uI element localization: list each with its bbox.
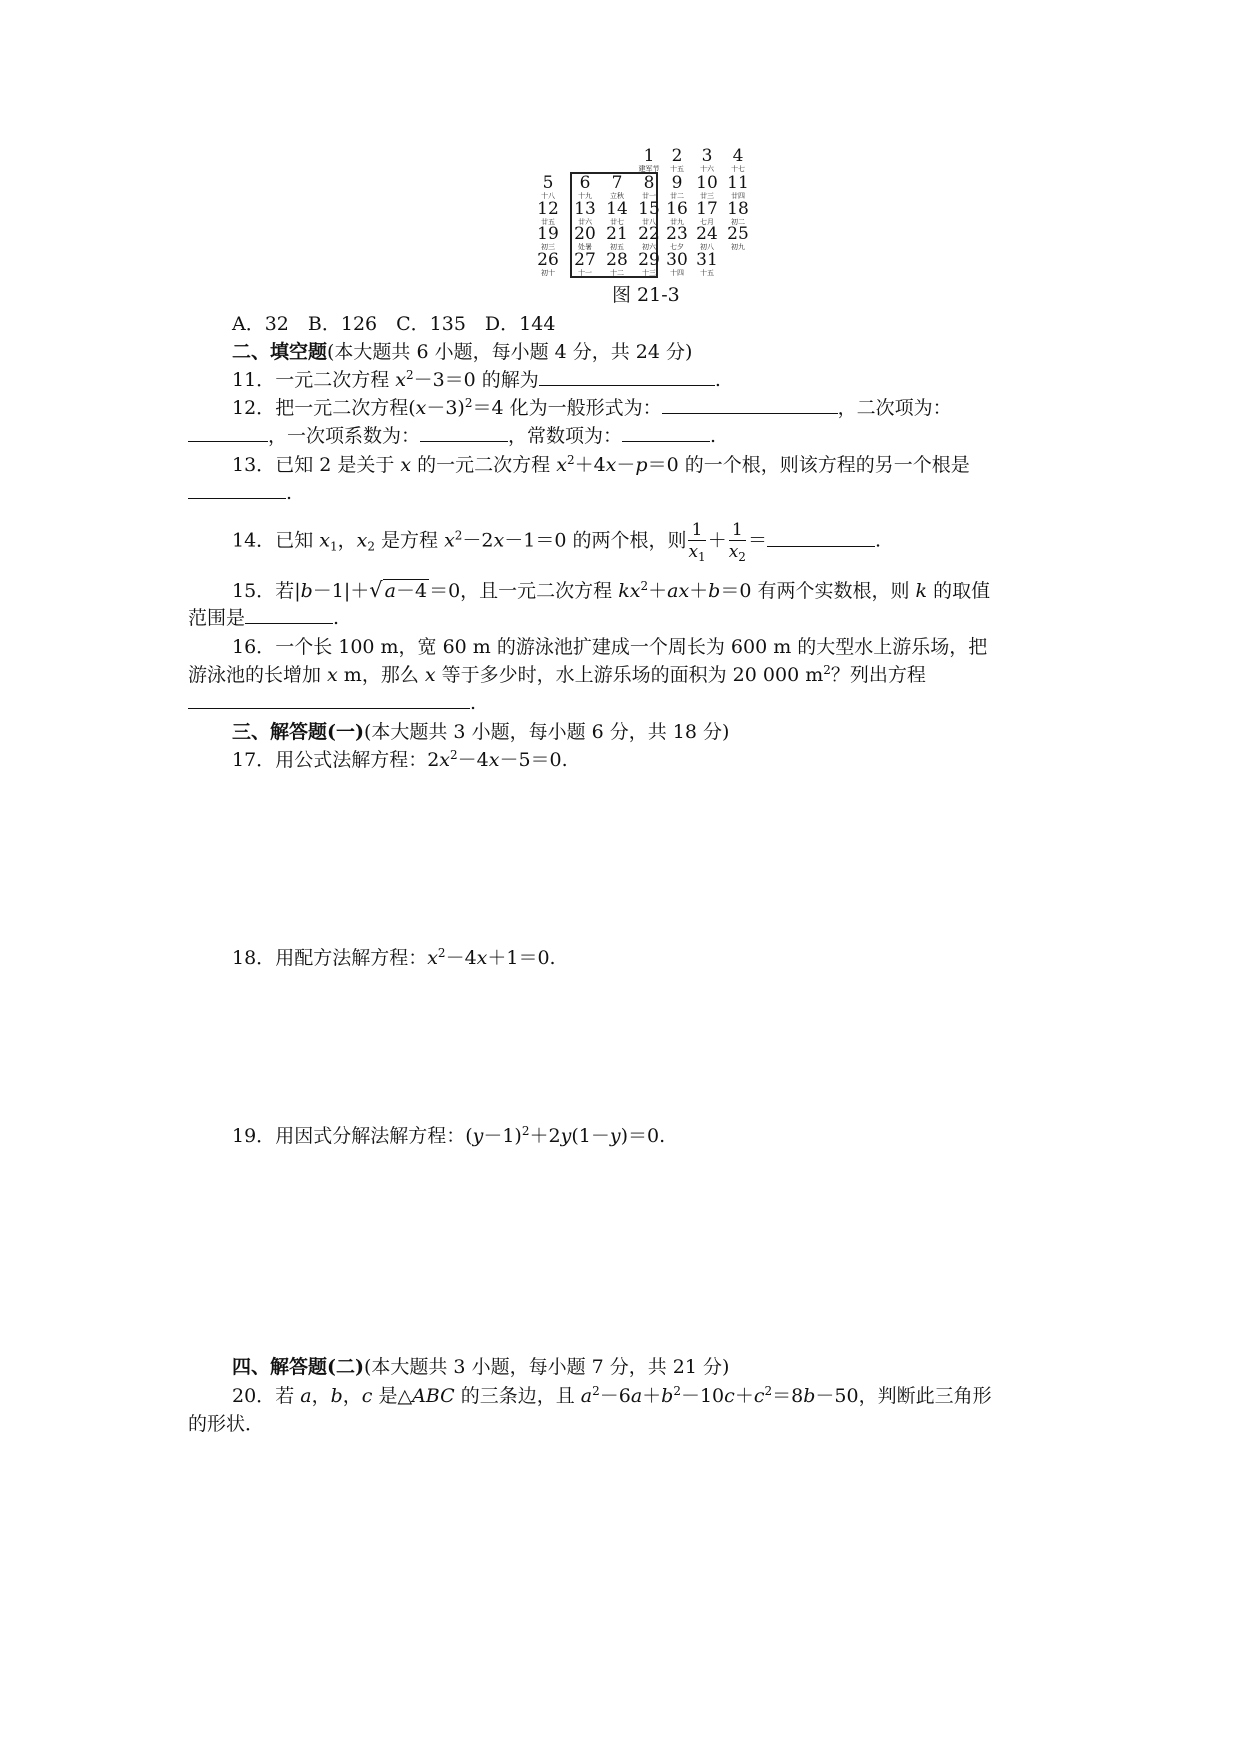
day-number: 17: [696, 199, 718, 219]
exp: 2: [437, 946, 446, 960]
day-number: 21: [606, 224, 628, 244]
text: ＝: [747, 529, 767, 552]
lunar-label: 廿五: [541, 218, 555, 226]
text: －5＝0.: [499, 749, 568, 771]
calendar-day: [532, 226, 564, 252]
text: －1＝0 的两个根，则: [504, 529, 687, 552]
calendar-day: [722, 148, 754, 174]
answer-blank[interactable]: [767, 528, 875, 547]
exp: 2: [592, 1384, 600, 1398]
lunar-label: 初六: [642, 243, 656, 251]
section-note: (本大题共 6 小题，每小题 4 分，共 24 分): [327, 341, 693, 363]
text: 的三条边，且: [454, 1385, 581, 1407]
text: ，一次项系数为：: [268, 425, 421, 447]
question-14: [232, 520, 881, 563]
calendar-day: [532, 175, 564, 201]
var: x: [488, 749, 500, 771]
text: 游泳池的长增加: [188, 664, 328, 686]
lunar-label: 十三: [642, 269, 656, 277]
question-16-cont2: [188, 689, 476, 717]
text: ＝0，且一元二次方程: [429, 580, 619, 602]
var: x: [476, 947, 488, 969]
subscript: 1: [698, 550, 706, 564]
text: ，: [337, 529, 357, 552]
day-number: 9: [671, 173, 683, 193]
lunar-label: 廿四: [731, 192, 745, 200]
day-number: 24: [696, 224, 718, 244]
var: ABC: [412, 1385, 455, 1407]
denominator: [729, 541, 746, 563]
text: 已知 2 是关于: [275, 454, 401, 476]
question-number: 11．: [232, 369, 276, 391]
text: ＝0 有两个实数根，则: [720, 580, 916, 602]
text: 一元二次方程: [275, 369, 396, 391]
sqrt-sign: √: [369, 578, 383, 602]
day-number: 22: [638, 224, 660, 244]
lunar-label: 初二: [731, 218, 745, 226]
question-number: 15．: [232, 580, 276, 602]
calendar-day: [569, 252, 601, 278]
var: b: [330, 1385, 343, 1407]
day-number: 26: [537, 250, 559, 270]
day-number: 27: [574, 250, 596, 270]
text: ，: [311, 1385, 331, 1407]
var: k: [618, 580, 630, 602]
var: y: [609, 1125, 621, 1147]
question-18: [232, 944, 556, 972]
text: 已知: [275, 529, 320, 552]
text: )＝0.: [620, 1125, 666, 1147]
text: ＝0 的一个根，则该方程的另一个根是: [647, 454, 970, 476]
text: 等于多少时，水上游乐场的面积为 20 000 m: [435, 664, 824, 686]
exp: 2: [823, 663, 831, 677]
var: c: [753, 1385, 765, 1407]
question-20: [232, 1382, 992, 1410]
question-11: [232, 366, 721, 394]
text: －4: [457, 749, 489, 771]
lunar-label: 廿六: [578, 218, 592, 226]
text: .: [710, 425, 717, 447]
text: ？列出方程: [830, 664, 926, 686]
answer-blank[interactable]: [188, 690, 470, 709]
exp: 2: [405, 368, 414, 382]
denominator: [688, 541, 705, 563]
text: .: [714, 369, 721, 391]
text: 的形状．: [188, 1413, 265, 1435]
section-title: 四、解答题(二): [232, 1356, 364, 1378]
section-title: 二、填空题: [232, 341, 328, 363]
text: ＋2: [529, 1125, 561, 1147]
lunar-label: 初三: [541, 243, 555, 251]
day-number: 4: [732, 146, 744, 166]
text: m，那么: [337, 664, 425, 686]
section-4-heading: [232, 1353, 729, 1381]
text: 是方程: [374, 529, 445, 552]
calendar-day: [532, 252, 564, 278]
subscript: 2: [367, 539, 375, 554]
day-number: 31: [696, 250, 718, 270]
question-number: 17．: [232, 749, 276, 771]
var: x: [629, 580, 641, 602]
var: a: [580, 1385, 593, 1407]
exp: 2: [521, 1124, 530, 1138]
day-number: 14: [606, 199, 628, 219]
q10-options: A．32 B．126 C．135 D．144: [232, 313, 556, 335]
day-number: 10: [696, 173, 718, 193]
section-note: (本大题共 3 小题，每小题 7 分，共 21 分): [363, 1356, 730, 1378]
text: －1|＋: [312, 580, 370, 602]
var: a: [384, 580, 396, 602]
var: x: [688, 542, 699, 562]
calendar-day: [661, 252, 693, 278]
lunar-label: 廿三: [700, 192, 714, 200]
var: b: [803, 1385, 816, 1407]
lunar-label: 十六: [700, 165, 714, 173]
text: ＋1＝0.: [487, 947, 556, 969]
var: b: [300, 580, 313, 602]
fraction-1-over-x2: [729, 520, 746, 563]
question-13: [232, 451, 970, 479]
var: x: [605, 454, 617, 476]
text: .: [333, 607, 340, 629]
var: b: [708, 580, 721, 602]
question-number: 12．: [232, 397, 276, 419]
day-number: 6: [579, 173, 591, 193]
exp: 2: [640, 579, 649, 593]
answer-blank[interactable]: [662, 395, 838, 414]
lunar-label: 建军节: [638, 165, 660, 173]
text: ＝8: [772, 1385, 804, 1407]
day-number: 1: [643, 146, 655, 166]
var: a: [667, 580, 679, 602]
question-12-cont: [188, 422, 716, 450]
question-number: 18．: [232, 947, 276, 969]
day-number: 23: [666, 224, 688, 244]
lunar-label: 七月: [700, 218, 714, 226]
lunar-label: 十七: [731, 165, 745, 173]
text: ＋: [642, 1385, 662, 1407]
text: －: [616, 454, 636, 476]
text: 把一元二次方程(: [275, 397, 416, 419]
text: ，常数项为：: [508, 425, 623, 447]
lunar-label: 十五: [700, 269, 714, 277]
question-19: [232, 1122, 665, 1150]
lunar-label: 初九: [731, 243, 745, 251]
answer-blank[interactable]: [622, 423, 710, 442]
day-number: 29: [638, 250, 660, 270]
day-number: 2: [671, 146, 683, 166]
lunar-label: 廿一: [642, 192, 656, 200]
calendar-day: [569, 226, 601, 252]
answer-blank[interactable]: [188, 480, 286, 499]
var: x: [493, 529, 505, 552]
var: x: [427, 947, 438, 969]
text: －1): [483, 1125, 522, 1147]
text: ＋: [707, 529, 727, 552]
lunar-label: 初五: [610, 243, 624, 251]
text: 的一元二次方程: [411, 454, 557, 476]
text: ，: [342, 1385, 362, 1407]
lunar-label: 廿七: [610, 218, 624, 226]
text: ＋4: [574, 454, 606, 476]
exp: 2: [464, 396, 473, 410]
text: .: [874, 529, 881, 552]
var: x: [678, 580, 690, 602]
answer-blank[interactable]: [420, 423, 508, 442]
numerator: 1: [688, 520, 705, 541]
text: 若: [275, 1385, 301, 1407]
var: x: [556, 454, 567, 476]
day-number: 15: [638, 199, 660, 219]
var: x: [400, 454, 412, 476]
text: －2: [462, 529, 494, 552]
day-number: 7: [611, 173, 623, 193]
question-number: 16．: [232, 636, 276, 658]
lunar-label: 十九: [578, 192, 592, 200]
question-number: 13．: [232, 454, 276, 476]
lunar-label: 廿二: [670, 192, 684, 200]
text: .: [470, 692, 477, 714]
lunar-label: 十五: [670, 165, 684, 173]
subscript: 2: [738, 550, 746, 564]
section-note: (本大题共 3 小题，每小题 6 分，共 18 分): [363, 721, 730, 743]
lunar-label: 十八: [541, 192, 555, 200]
calendar-day: [691, 226, 723, 252]
text: ＝4 化为一般形式为：: [472, 397, 662, 419]
text: －3): [426, 397, 465, 419]
var: p: [635, 454, 648, 476]
section-2-heading: [232, 338, 692, 366]
radicand: [383, 579, 429, 602]
text: ，二次项为：: [837, 397, 952, 419]
day-number: 8: [643, 173, 655, 193]
day-number: 3: [701, 146, 713, 166]
day-number: 28: [606, 250, 628, 270]
day-number: 25: [727, 224, 749, 244]
answer-blank[interactable]: [188, 423, 268, 442]
lunar-label: 十一: [578, 269, 592, 277]
exp: 2: [454, 528, 463, 543]
lunar-label: 十四: [670, 269, 684, 277]
text: ＋: [734, 1385, 754, 1407]
text: 用因式分解法解方程：(: [275, 1125, 473, 1147]
question-number: 20．: [232, 1385, 276, 1407]
question-13-cont: [188, 479, 292, 507]
question-12: [232, 394, 952, 422]
day-number: 30: [666, 250, 688, 270]
calendar-day: [722, 175, 754, 201]
figure-caption: 图 21-3: [612, 284, 680, 306]
var: y: [560, 1125, 572, 1147]
calendar-day: [691, 175, 723, 201]
lunar-label: 廿八: [642, 218, 656, 226]
var: a: [300, 1385, 312, 1407]
section-3-heading: [232, 718, 729, 746]
question-17: [232, 746, 568, 774]
var: x: [395, 369, 406, 391]
calendar-day: [691, 148, 723, 174]
text: ＋: [648, 580, 668, 602]
text: 一个长 100 m，宽 60 m 的游泳池扩建成一个周长为 600 m 的大型水上游乐场，把: [275, 636, 988, 658]
lunar-label: 初十: [541, 269, 555, 277]
calendar-day: [691, 252, 723, 278]
question-20-cont: [188, 1410, 264, 1438]
var: a: [630, 1385, 643, 1407]
var: b: [661, 1385, 674, 1407]
var: x: [439, 749, 450, 771]
section-title: 三、解答题(一): [232, 721, 364, 743]
day-number: 5: [542, 173, 554, 193]
calendar-day: [601, 175, 633, 201]
answer-blank[interactable]: [245, 605, 333, 624]
text: 用配方法解方程：: [275, 947, 428, 969]
var: x: [327, 664, 338, 686]
exp: 2: [673, 1384, 681, 1398]
var: x: [415, 397, 427, 419]
var: x: [319, 529, 330, 552]
var: x: [424, 664, 436, 686]
text: 范围是: [188, 607, 246, 629]
answer-blank[interactable]: [539, 367, 715, 386]
question-16-cont: [188, 661, 926, 689]
text: 的取值: [927, 580, 991, 602]
text: (1－: [571, 1125, 610, 1147]
day-number: 19: [537, 224, 559, 244]
var: c: [361, 1385, 373, 1407]
calendar-day: [601, 226, 633, 252]
subscript: 1: [329, 539, 338, 554]
lunar-label: 廿九: [670, 218, 684, 226]
day-number: 11: [727, 173, 749, 193]
question-number: 14．: [232, 529, 276, 552]
var: x: [444, 529, 455, 552]
exp: 2: [764, 1384, 773, 1398]
day-number: 12: [537, 199, 559, 219]
var: k: [915, 580, 928, 602]
lunar-label: 十二: [610, 269, 624, 277]
fraction-1-over-x1: [688, 520, 705, 563]
lunar-label: 处暑: [578, 243, 592, 251]
text: －6: [599, 1385, 631, 1407]
calendar-day: [569, 175, 601, 201]
question-number: 19．: [232, 1125, 276, 1147]
day-number: 18: [727, 199, 749, 219]
var: c: [724, 1385, 735, 1407]
text: －3＝0 的解为: [413, 369, 539, 391]
text: －4: [445, 947, 477, 969]
text: －4: [395, 580, 428, 602]
text: 是△: [372, 1385, 413, 1407]
text: .: [286, 482, 293, 504]
lunar-label: 初八: [700, 243, 714, 251]
text: 用公式法解方程：2: [275, 749, 440, 771]
lunar-label: 七夕: [670, 243, 684, 251]
exp: 2: [566, 453, 575, 467]
numerator: 1: [729, 520, 746, 541]
calendar-day: [661, 226, 693, 252]
text: ＋: [689, 580, 709, 602]
day-number: 13: [574, 199, 596, 219]
text: －10: [680, 1385, 725, 1407]
var: y: [472, 1125, 484, 1147]
var: x: [356, 529, 368, 552]
day-number: 20: [574, 224, 596, 244]
exp: 2: [450, 748, 458, 762]
text: 若|: [275, 580, 301, 602]
lunar-label: 立秋: [610, 192, 624, 200]
var: x: [728, 542, 739, 562]
question-15-cont: [188, 604, 339, 632]
text: －50，判断此三角形: [815, 1385, 992, 1407]
calendar-day: [722, 226, 754, 252]
question-16: [232, 633, 987, 661]
question-15: [232, 576, 990, 605]
day-number: 16: [666, 199, 688, 219]
calendar-day: [661, 148, 693, 174]
calendar-day: [661, 175, 693, 201]
calendar-day: [601, 252, 633, 278]
